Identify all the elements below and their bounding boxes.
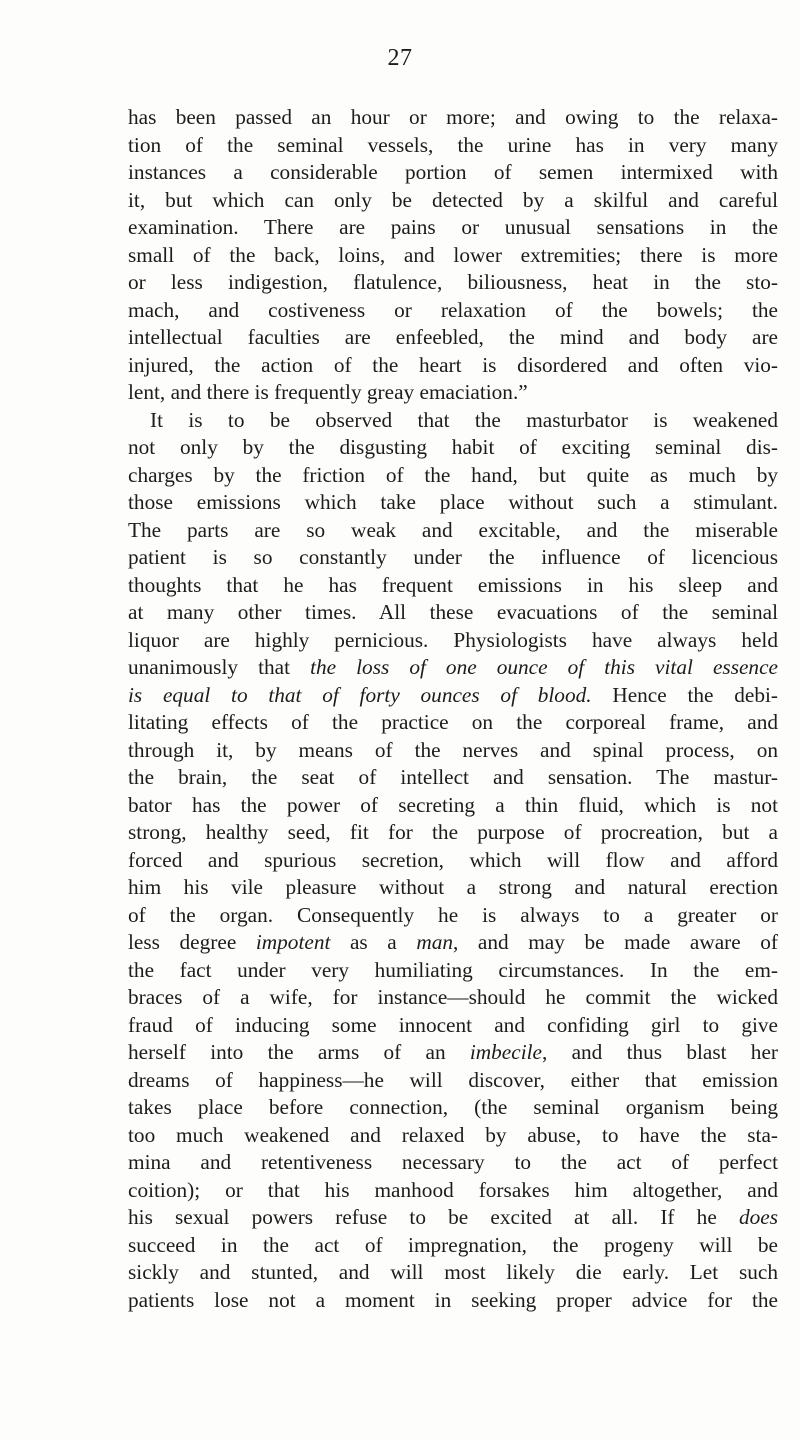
emphasis-text: impotent <box>255 930 331 954</box>
text-run: the brain, the seat of intellect and sensation. The mastur- <box>128 765 778 789</box>
text-line <box>128 407 778 435</box>
text-run: The parts are so weak and excitable, and the miserable <box>128 517 778 542</box>
text-run: bator has the power of secreting a thin fluid, which is not <box>128 792 778 817</box>
text-run: succeed in the act of impregnation, the progeny will be <box>128 1232 778 1257</box>
emphasis-text: is equal to that of forty ounces of blood. <box>128 682 592 707</box>
text-run: , and thus blast her <box>542 1040 779 1064</box>
text-line <box>128 792 778 820</box>
text-line <box>128 1039 778 1067</box>
text-line <box>128 709 778 737</box>
emphasis-text: does <box>738 1205 778 1229</box>
text-run: mina and retentiveness necessary to the act of perfect <box>128 1150 778 1174</box>
text-line <box>128 517 778 545</box>
text-run: tion of the seminal vessels, the urine has in very many <box>128 132 778 157</box>
text-run: instances a considerable portion of semen intermixed with <box>128 160 778 184</box>
text-run: It is to be observed that the masturbator is weakened <box>150 407 778 432</box>
text-run: small of the back, loins, and lower extremities; there is more <box>128 242 778 267</box>
text-run: the fact under very humiliating circumstances. In the em- <box>128 957 778 982</box>
text-run: his sexual powers refuse to be excited at all. If he <box>128 1205 739 1229</box>
text-run: fraud of inducing some innocent and confiding girl to give <box>128 1012 778 1037</box>
text-line <box>128 847 778 875</box>
text-run: injured, the action of the heart is disordered and often vio- <box>128 352 778 377</box>
text-line <box>128 352 778 380</box>
text-line <box>128 599 778 627</box>
text-run: takes place before connection, (the seminal organism being <box>128 1095 778 1119</box>
text-line <box>128 1122 778 1150</box>
text-line <box>128 1012 778 1040</box>
text-run: patient is so constantly under the influence of licencious <box>128 545 778 569</box>
text-line <box>128 104 778 132</box>
text-run: mach, and costiveness or relaxation of the bowels; the <box>128 297 778 322</box>
emphasis-text: man <box>416 930 454 954</box>
text-line <box>128 462 778 490</box>
text-run: dreams of happiness—he will discover, either that emission <box>128 1067 778 1092</box>
text-run: liquor are highly pernicious. Physiologists have always held <box>128 627 778 652</box>
text-line <box>128 1204 778 1232</box>
text-run: sickly and stunted, and will most likely die early. Let such <box>128 1260 778 1284</box>
text-line <box>128 544 778 572</box>
text-line <box>128 1259 778 1287</box>
text-line <box>128 1094 778 1122</box>
text-line <box>128 1149 778 1177</box>
text-line <box>128 379 778 407</box>
text-run: intellectual faculties are enfeebled, the mind and body are <box>128 325 778 349</box>
text-line <box>128 654 778 682</box>
text-run: strong, healthy seed, fit for the purpose of procreation, but a <box>128 820 778 844</box>
text-run: has been passed an hour or more; and owing to the relaxa- <box>128 105 778 129</box>
text-run: it, but which can only be detected by a skilful and careful <box>128 187 778 212</box>
text-line <box>128 1067 778 1095</box>
text-line <box>128 929 778 957</box>
text-run: or less indigestion, flatulence, biliousness, heat in the sto- <box>128 270 778 294</box>
text-line <box>128 764 778 792</box>
text-run: unanimously that <box>128 655 311 679</box>
text-line <box>128 682 778 710</box>
text-line <box>128 242 778 270</box>
page-number: 27 <box>387 45 413 71</box>
emphasis-text: imbecile <box>469 1040 542 1064</box>
text-run: coition); or that his manhood forsakes him altogether, and <box>128 1177 778 1202</box>
text-run: of the organ. Consequently he is always to a greater or <box>128 902 778 927</box>
text-line <box>128 627 778 655</box>
text-line <box>128 214 778 242</box>
text-run: less degree <box>128 930 256 954</box>
text-line <box>128 434 778 462</box>
text-line <box>128 572 778 600</box>
text-line <box>128 957 778 985</box>
text-run: not only by the disgusting habit of exciting seminal dis- <box>128 435 778 459</box>
text-run: at many other times. All these evacuations of the seminal <box>128 600 778 624</box>
text-run: patients lose not a moment in seeking proper advice for the <box>128 1287 778 1312</box>
text-run: forced and spurious secretion, which will flow and afford <box>128 847 778 872</box>
emphasis-text: the loss of one ounce of this vital essence <box>310 655 778 679</box>
text-run: litating effects of the practice on the corporeal frame, and <box>128 710 778 734</box>
text-line <box>128 1287 778 1315</box>
text-line <box>128 1232 778 1260</box>
text-run: Hence the debi- <box>591 682 779 707</box>
text-run: him his vile pleasure without a strong and natural erection <box>128 875 778 899</box>
text-line <box>128 819 778 847</box>
text-line <box>128 132 778 160</box>
text-line <box>128 269 778 297</box>
text-line <box>128 159 778 187</box>
text-line <box>128 984 778 1012</box>
text-run: lent, and there is frequently greay emaciation.” <box>128 380 528 404</box>
text-run: herself into the arms of an <box>128 1040 470 1064</box>
text-line <box>128 489 778 517</box>
text-line <box>128 187 778 215</box>
body-text <box>128 104 778 1314</box>
text-run: too much weakened and relaxed by abuse, to have the sta- <box>128 1122 778 1147</box>
text-line <box>128 1177 778 1205</box>
text-run: as a <box>330 930 417 954</box>
text-run: thoughts that he has frequent emissions in his sleep and <box>128 572 778 597</box>
text-run: through it, by means of the nerves and spinal process, on <box>128 737 778 762</box>
text-run: examination. There are pains or unusual sensations in the <box>128 215 778 239</box>
text-line <box>128 324 778 352</box>
text-run: , and may be made aware of <box>453 930 779 954</box>
text-line <box>128 737 778 765</box>
text-line <box>128 874 778 902</box>
text-run: braces of a wife, for instance—should he commit the wicked <box>128 985 778 1009</box>
text-line <box>128 902 778 930</box>
text-run: charges by the friction of the hand, but quite as much by <box>128 462 778 487</box>
text-line <box>128 297 778 325</box>
text-run: those emissions which take place without such a stimulant. <box>128 490 778 514</box>
